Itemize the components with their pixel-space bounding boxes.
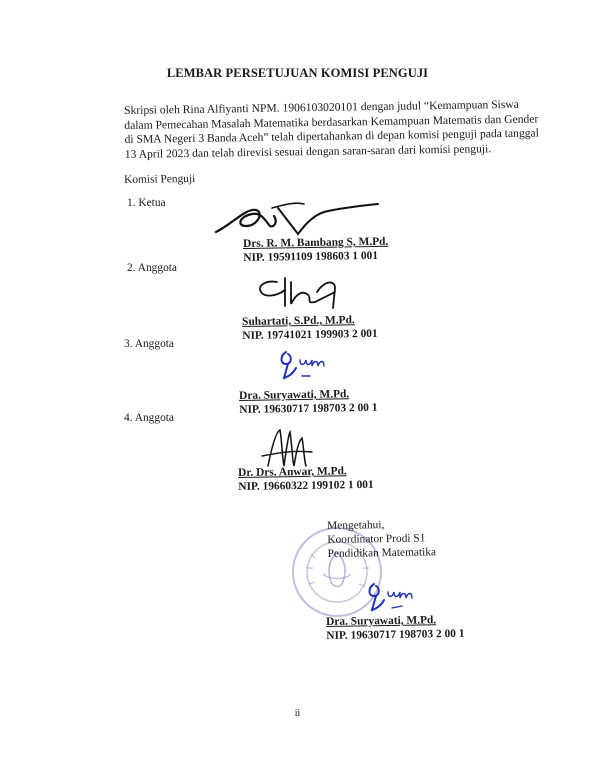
coordinator-block [327, 518, 436, 561]
examiner-signature-block-2 [242, 314, 378, 343]
page-number: ii [294, 708, 301, 719]
coordinator-signature-block [326, 614, 465, 643]
intro-line: dalam Pemecahan Masalah Matematika berdasarkan Kemampuan Matematis dan Gender [124, 112, 539, 132]
examiner-name-1: Drs. R. M. Bambang S, M.Pd. [243, 235, 389, 250]
signature-ketua [212, 196, 382, 242]
examiner-nip-3: NIP. 19630717 198703 2 00 1 [239, 401, 378, 416]
examiner-role-1: 1. Ketua [127, 197, 166, 209]
signature-anggota-3 [276, 346, 336, 384]
examiner-role-3: 3. Anggota [124, 338, 174, 350]
komisi-label: Komisi Penguji [124, 172, 196, 186]
examiner-signature-block-1 [243, 236, 389, 265]
examiner-signature-block-3 [239, 388, 378, 417]
coordinator-name: Dra. Suryawati, M.Pd. [326, 614, 437, 628]
page-title: LEMBAR PERSETUJUAN KOMISI PENGUJI [166, 66, 429, 80]
examiner-role-4: 4. Anggota [124, 412, 174, 424]
intro-line: 13 April 2023 dan telah direvisi sesuai dengan saran-saran dari komisi penguji. [124, 142, 492, 161]
examiner-role-2: 2. Anggota [127, 262, 177, 274]
intro-line: di SMA Negeri 3 Banda Aceh” telah dipertahankan di depan komisi penguji pada tanggal [124, 126, 539, 147]
examiner-name-2: Suhartati, S.Pd., M.Pd. [242, 314, 355, 328]
coordinator-line: Koordinator Prodi S1 [327, 532, 426, 546]
signature-anggota-2 [255, 272, 365, 312]
coordinator-line: Pendidikan Matematika [327, 545, 437, 560]
signature-coordinator [364, 578, 424, 616]
examiner-name-4: Dr. Drs. Anwar, M.Pd. [238, 465, 347, 479]
examiner-nip-2: NIP. 19741021 199903 2 001 [242, 327, 378, 342]
coordinator-nip: NIP. 19630717 198703 2 00 1 [326, 627, 465, 642]
examiner-nip-1: NIP. 19591109 198603 1 001 [243, 249, 379, 264]
examiner-signature-block-4 [238, 465, 374, 494]
intro-paragraph [124, 97, 539, 162]
examiner-name-3: Dra. Suryawati, M.Pd. [239, 388, 350, 402]
examiner-nip-4: NIP. 19660322 199102 1 001 [238, 478, 374, 493]
coordinator-line: Mengetahui, [327, 519, 385, 532]
intro-line: Skripsi oleh Rina Alfiyanti NPM. 1906103020101 dengan judul “Kemampuan Siswa [124, 97, 519, 117]
